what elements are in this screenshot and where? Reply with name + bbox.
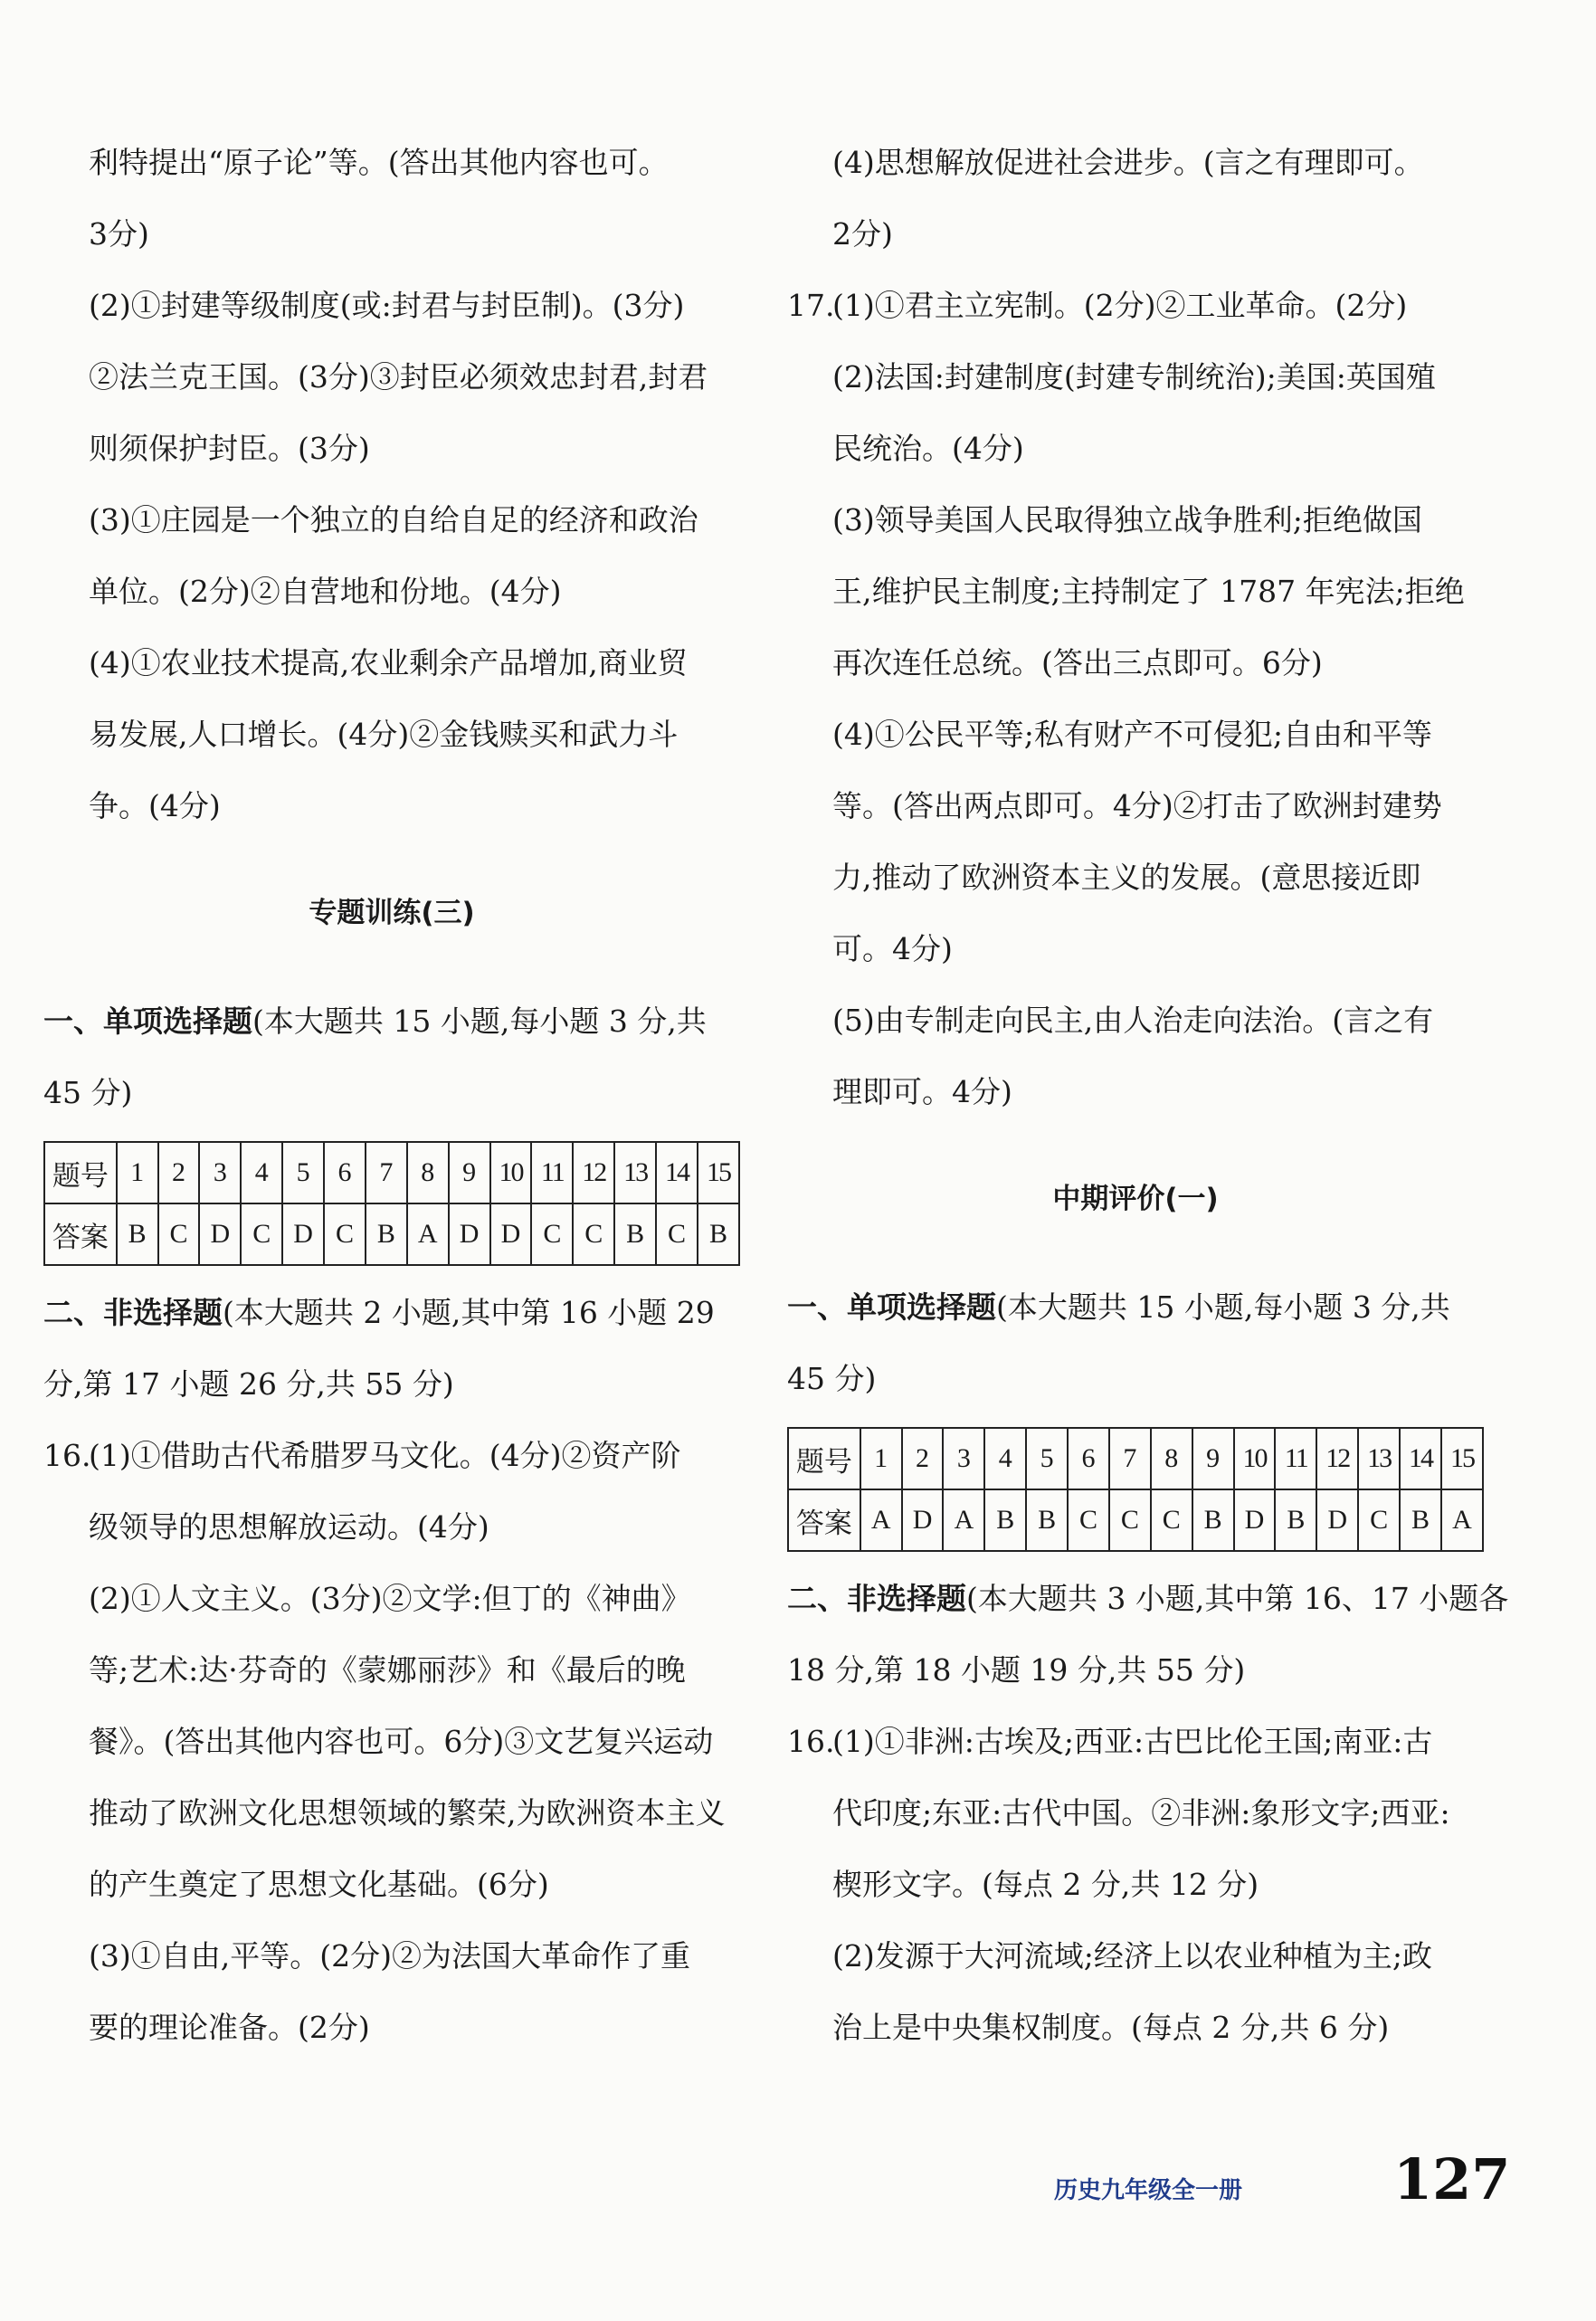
text-line: 级领导的思想解放运动。(4分) [89,1509,489,1545]
table-cell: A [1441,1489,1483,1551]
table-cell: B [1192,1489,1234,1551]
table-cell: D [199,1203,241,1265]
table-cell: B [984,1489,1026,1551]
section-heading: 专题训练(三) [309,897,475,929]
table-cell: 7 [366,1142,407,1203]
text-line: 2分) [832,216,893,252]
text-line: 治上是中央集权制度。(每点 2 分,共 6 分) [832,2010,1390,2045]
table-row [44,1142,739,1203]
table-cell: 5 [282,1142,324,1203]
text-line: 45 分) [43,1075,133,1110]
table-cell: B [698,1203,739,1265]
table-cell: 9 [449,1142,490,1203]
text-line: ②法兰克王国。(3分)③封臣必须效忠封君,封君 [89,359,708,395]
table-cell: D [449,1203,490,1265]
table-cell: C [1109,1489,1151,1551]
text-line: (2)①人文主义。(3分)②文学:但丁的《神曲》 [89,1581,691,1616]
answer-table [43,1141,740,1266]
text-line: 利特提出“原子论”等。(答出其他内容也可。 [89,145,669,180]
table-cell: 11 [1275,1428,1316,1489]
table-cell: 10 [490,1142,532,1203]
text-line: 力,推动了欧洲资本主义的发展。(意思接近即 [832,860,1421,895]
table-cell: A [860,1489,902,1551]
table-cell: 8 [407,1142,449,1203]
section-heading: 中期评价(一) [1052,1183,1219,1215]
table-cell: 6 [324,1142,366,1203]
text-line: 可。4分) [832,931,953,966]
question-number: 17. [787,288,835,323]
table-cell: 15 [698,1142,739,1203]
section-title-bold: 一、单项选择题 [787,1289,996,1325]
question-text: (1)①非洲:古埃及;西亚:古巴比伦王国;南亚:古 [832,1724,1433,1759]
table-cell: 4 [241,1142,282,1203]
section-title-rest: (本大题共 15 小题,每小题 3 分,共 [252,1004,707,1039]
text-line: 易发展,人口增长。(4分)②金钱赎买和武力斗 [89,717,679,752]
table-cell: 12 [1316,1428,1358,1489]
table-cell: C [324,1203,366,1265]
text-line: (4)思想解放促进社会进步。(言之有理即可。 [832,145,1424,180]
table-row [788,1489,1483,1551]
text-line: (3)领导美国人民取得独立战争胜利;拒绝做国 [832,502,1422,537]
table-cell: 13 [614,1142,656,1203]
table-cell: 9 [1192,1428,1234,1489]
table-cell: 15 [1441,1428,1483,1489]
text-line: (2)①封建等级制度(或:封君与封臣制)。(3分) [89,288,685,323]
section-title-bold: 二、非选择题 [787,1581,966,1616]
text-line: 等。(答出两点即可。4分)②打击了欧洲封建势 [832,788,1442,823]
text-line: 再次连任总统。(答出三点即可。6分) [832,645,1323,680]
text-line: 等;艺术:达·芬奇的《蒙娜丽莎》和《最后的晚 [89,1652,686,1688]
text-line: 要的理论准备。(2分) [89,2010,370,2045]
text-line: (3)①自由,平等。(2分)②为法国大革命作了重 [89,1938,690,1974]
table-header-cell: 答案 [44,1203,117,1265]
table-cell: B [1275,1489,1316,1551]
section-title-bold: 二、非选择题 [43,1295,223,1330]
table-cell: C [1358,1489,1400,1551]
table-cell: 5 [1026,1428,1068,1489]
table-cell: 14 [656,1142,698,1203]
answer-table [787,1427,1484,1552]
table-cell: B [614,1203,656,1265]
question-line [43,1420,740,1491]
section-title [43,1277,740,1348]
table-cell: 6 [1068,1428,1109,1489]
table-cell: 11 [531,1142,573,1203]
table-cell: A [407,1203,449,1265]
table-header-cell: 答案 [788,1489,860,1551]
text-line: 民统治。(4分) [832,431,1024,466]
table-cell: 8 [1151,1428,1192,1489]
text-line: 的产生奠定了思想文化基础。(6分) [89,1867,549,1902]
text-line: 理即可。4分) [832,1074,1012,1109]
text-line: 餐》。(答出其他内容也可。6分)③文艺复兴运动 [89,1724,714,1759]
section-title-bold: 一、单项选择题 [43,1004,252,1039]
section-title [787,1271,1484,1343]
table-cell: 1 [117,1142,158,1203]
right-column [787,127,1509,2063]
text-line: (2)发源于大河流域;经济上以农业种植为主;政 [832,1938,1432,1974]
question-number: 16. [43,1438,91,1473]
table-cell: C [531,1203,573,1265]
section-title-rest: (本大题共 2 小题,其中第 16 小题 29 [223,1295,715,1330]
table-cell: D [490,1203,532,1265]
text-line: 楔形文字。(每点 2 分,共 12 分) [832,1867,1259,1902]
text-line: (3)①庄园是一个独立的自给自足的经济和政治 [89,502,698,537]
text-line: (4)①农业技术提高,农业剩余产品增加,商业贸 [89,645,688,680]
table-cell: B [366,1203,407,1265]
left-column [43,127,740,2063]
table-cell: B [1400,1489,1441,1551]
table-cell: 7 [1109,1428,1151,1489]
text-line: 18 分,第 18 小题 19 分,共 55 分) [787,1652,1246,1688]
text-line: 则须保护封臣。(3分) [89,431,370,466]
table-cell: C [656,1203,698,1265]
table-cell: D [1234,1489,1276,1551]
table-cell: D [1316,1489,1358,1551]
table-cell: C [241,1203,282,1265]
table-row [788,1428,1483,1489]
text-line: (4)①公民平等;私有财产不可侵犯;自由和平等 [832,717,1432,752]
text-line: (2)法国:封建制度(封建专制统治);美国:英国殖 [832,359,1436,395]
text-line: (5)由专制走向民主,由人治走向法治。(言之有 [832,1003,1434,1038]
table-cell: C [158,1203,200,1265]
table-cell: 3 [199,1142,241,1203]
table-cell: 10 [1234,1428,1276,1489]
table-cell: C [573,1203,614,1265]
table-cell: 1 [860,1428,902,1489]
table-cell: D [282,1203,324,1265]
section-title [787,1563,1509,1634]
table-cell: D [902,1489,944,1551]
text-line: 分,第 17 小题 26 分,共 55 分) [43,1366,454,1402]
section-title [43,985,740,1057]
text-line: 单位。(2分)②自营地和份地。(4分) [89,574,562,609]
question-text: (1)①借助古代希腊罗马文化。(4分)②资产阶 [89,1438,681,1473]
text-line: 代印度;东亚:古代中国。②非洲:象形文字;西亚: [832,1795,1450,1831]
question-text: (1)①君主立宪制。(2分)②工业革命。(2分) [832,288,1408,323]
table-cell: 13 [1358,1428,1400,1489]
question-number: 16. [787,1724,835,1759]
table-row [44,1203,739,1265]
section-title-rest: (本大题共 3 小题,其中第 16、17 小题各 [966,1581,1509,1616]
question-line [787,270,1484,341]
page-footer [1054,2146,1511,2217]
footer-subject: 历史九年级全一册 [1054,2177,1243,2204]
table-cell: 14 [1400,1428,1441,1489]
text-line: 推动了欧洲文化思想领域的繁荣,为欧洲资本主义 [89,1795,726,1831]
table-cell: 2 [902,1428,944,1489]
text-line: 王,维护民主制度;主持制定了 1787 年宪法;拒绝 [832,574,1465,609]
table-cell: A [943,1489,984,1551]
table-cell: 3 [943,1428,984,1489]
table-cell: C [1068,1489,1109,1551]
table-cell: B [1026,1489,1068,1551]
text-line: 45 分) [787,1361,877,1396]
page-number: 127 [1393,2146,1511,2212]
table-cell: 4 [984,1428,1026,1489]
question-line [787,1706,1484,1777]
table-header-cell: 题号 [788,1428,860,1489]
table-cell: B [117,1203,158,1265]
table-cell: C [1151,1489,1192,1551]
table-header-cell: 题号 [44,1142,117,1203]
table-cell: 2 [158,1142,200,1203]
text-line: 争。(4分) [89,788,221,823]
table-cell: 12 [573,1142,614,1203]
section-title-rest: (本大题共 15 小题,每小题 3 分,共 [996,1289,1450,1325]
text-line: 3分) [89,216,149,252]
